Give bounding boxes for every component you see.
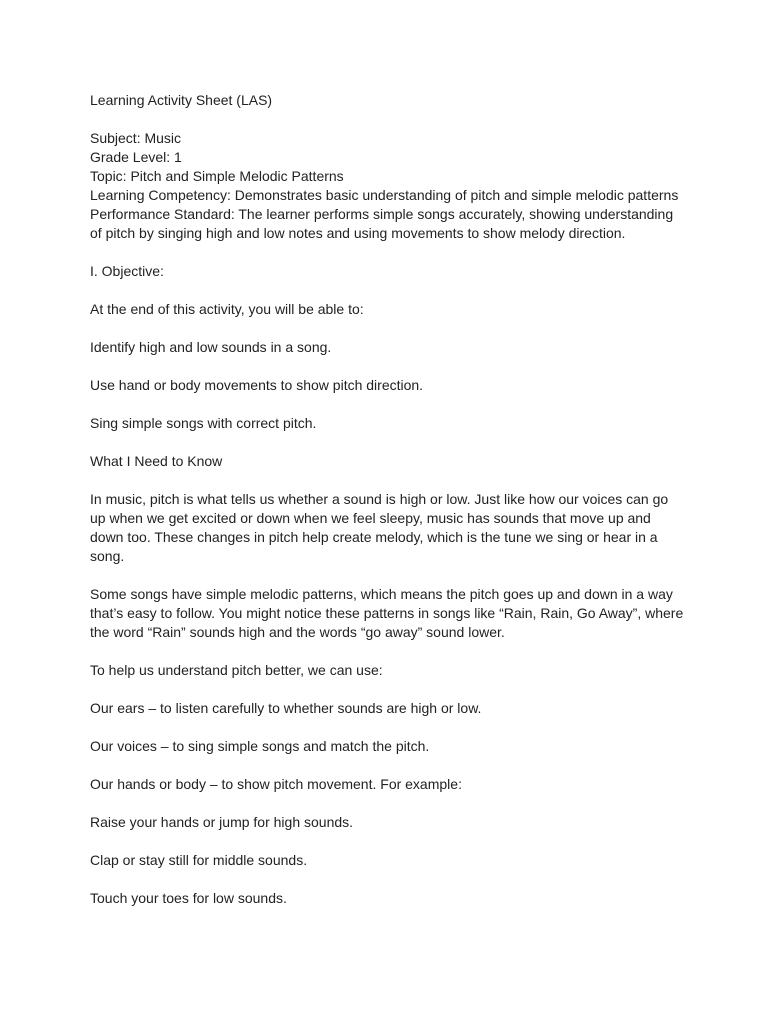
spacer	[90, 110, 690, 129]
tool-item: Our voices – to sing simple songs and match the pitch.	[90, 738, 430, 754]
tools-intro: To help us understand pitch better, we can use:	[90, 662, 383, 678]
spacer	[90, 319, 690, 338]
spacer	[90, 870, 690, 889]
spacer	[90, 642, 690, 661]
tool-item: Our ears – to listen carefully to whether sounds are high or low.	[90, 700, 482, 716]
spacer	[90, 243, 690, 262]
tool-item: Our hands or body – to show pitch movement. For example:	[90, 776, 462, 792]
performance-standard-line: of pitch by singing high and low notes and using movements to show melody direction.	[90, 225, 626, 241]
paragraph-line: that’s easy to follow. You might notice these patterns in songs like “Rain, Rain, Go Away”, where	[90, 605, 684, 621]
objective-item: Use hand or body movements to show pitch direction.	[90, 377, 424, 393]
paragraph-line: up when we get excited or down when we feel sleepy, music has sounds that move up and	[90, 510, 651, 526]
spacer	[90, 566, 690, 585]
example-item: Raise your hands or jump for high sounds.	[90, 814, 354, 830]
topic-line: Topic: Pitch and Simple Melodic Patterns	[90, 168, 344, 184]
paragraph-line: the word “Rain” sounds high and the words “go away” sound lower.	[90, 624, 505, 640]
document-page	[90, 91, 690, 908]
objective-intro: At the end of this activity, you will be able to:	[90, 301, 364, 317]
paragraph-line: song.	[90, 548, 125, 564]
spacer	[90, 281, 690, 300]
spacer	[90, 756, 690, 775]
document-title: Learning Activity Sheet (LAS)	[90, 92, 273, 108]
paragraph-line: Some songs have simple melodic patterns, which means the pitch goes up and down in a way	[90, 586, 673, 602]
paragraph-line: In music, pitch is what tells us whether a sound is high or low. Just like how our voices can go	[90, 491, 669, 507]
need-to-know-heading: What I Need to Know	[90, 453, 223, 469]
competency-line: Learning Competency: Demonstrates basic understanding of pitch and simple melodic patterns	[90, 187, 679, 203]
spacer	[90, 471, 690, 490]
spacer	[90, 832, 690, 851]
spacer	[90, 433, 690, 452]
paragraph-line: down too. These changes in pitch help create melody, which is the tune we sing or hear in a	[90, 529, 658, 545]
spacer	[90, 680, 690, 699]
objective-item: Sing simple songs with correct pitch.	[90, 415, 317, 431]
spacer	[90, 357, 690, 376]
performance-standard-line: Performance Standard: The learner performs simple songs accurately, showing understanding	[90, 206, 674, 222]
spacer	[90, 718, 690, 737]
example-item: Touch your toes for low sounds.	[90, 890, 287, 906]
objective-heading: I. Objective:	[90, 263, 164, 279]
example-item: Clap or stay still for middle sounds.	[90, 852, 308, 868]
spacer	[90, 794, 690, 813]
grade-level-line: Grade Level: 1	[90, 149, 182, 165]
objective-item: Identify high and low sounds in a song.	[90, 339, 332, 355]
subject-line: Subject: Music	[90, 130, 182, 146]
spacer	[90, 395, 690, 414]
